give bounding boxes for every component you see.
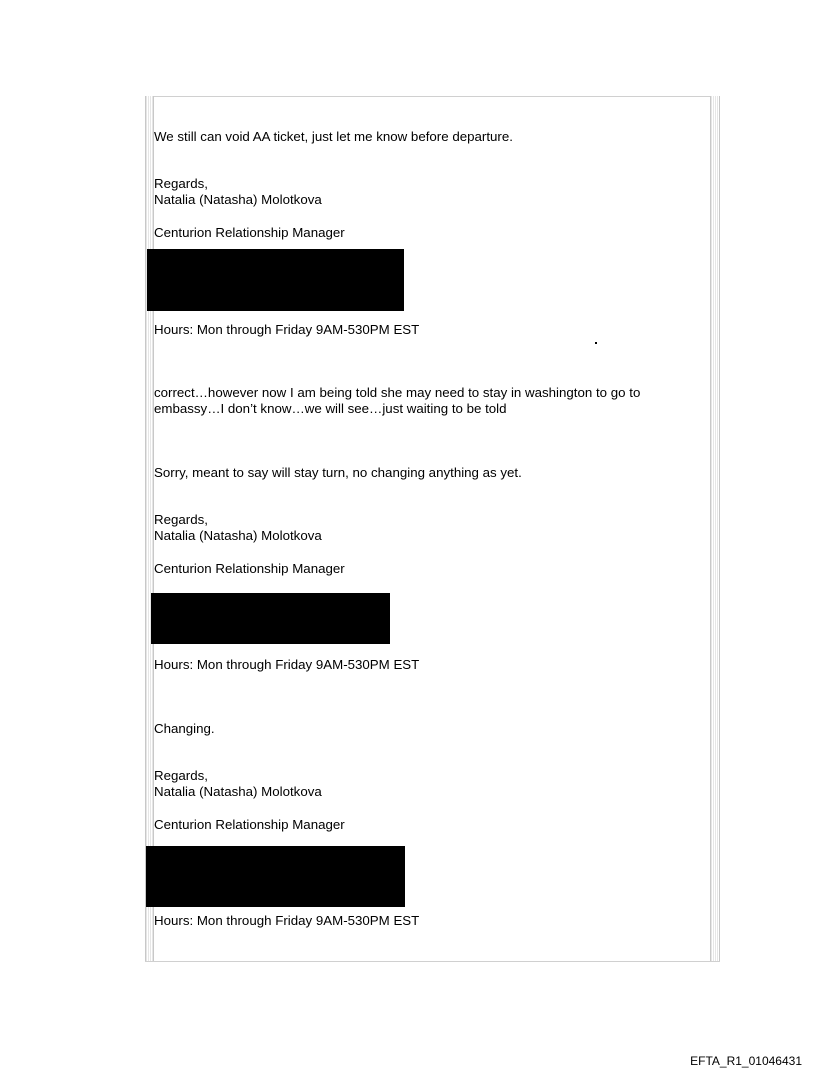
signature-hours: Hours: Mon through Friday 9AM-530PM EST (154, 322, 420, 337)
signature-regards: Regards, (154, 176, 208, 191)
signature-name: Natalia (Natasha) Molotkova (154, 192, 322, 207)
frame-right-border (710, 96, 720, 961)
signature-title: Centurion Relationship Manager (154, 561, 345, 576)
message-body: We still can void AA ticket, just let me know before departure. (154, 129, 513, 144)
message-body-line: correct…however now I am being told she may need to stay in washington to go to (154, 385, 641, 400)
message-body-line: embassy…I don’t know…we will see…just waiting to be told (154, 401, 507, 416)
signature-name: Natalia (Natasha) Molotkova (154, 528, 322, 543)
message-body: Changing. (154, 721, 215, 736)
redaction-block (147, 249, 404, 311)
signature-regards: Regards, (154, 512, 208, 527)
message-body: Sorry, meant to say will stay turn, no changing anything as yet. (154, 465, 522, 480)
stray-mark (595, 342, 597, 344)
signature-name: Natalia (Natasha) Molotkova (154, 784, 322, 799)
signature-hours: Hours: Mon through Friday 9AM-530PM EST (154, 657, 420, 672)
signature-hours: Hours: Mon through Friday 9AM-530PM EST (154, 913, 420, 928)
signature-regards: Regards, (154, 768, 208, 783)
signature-title: Centurion Relationship Manager (154, 225, 345, 240)
document-id: EFTA_R1_01046431 (690, 1054, 802, 1068)
redaction-block (151, 593, 390, 644)
redaction-block (146, 846, 405, 907)
frame-left-border (145, 96, 154, 961)
signature-title: Centurion Relationship Manager (154, 817, 345, 832)
